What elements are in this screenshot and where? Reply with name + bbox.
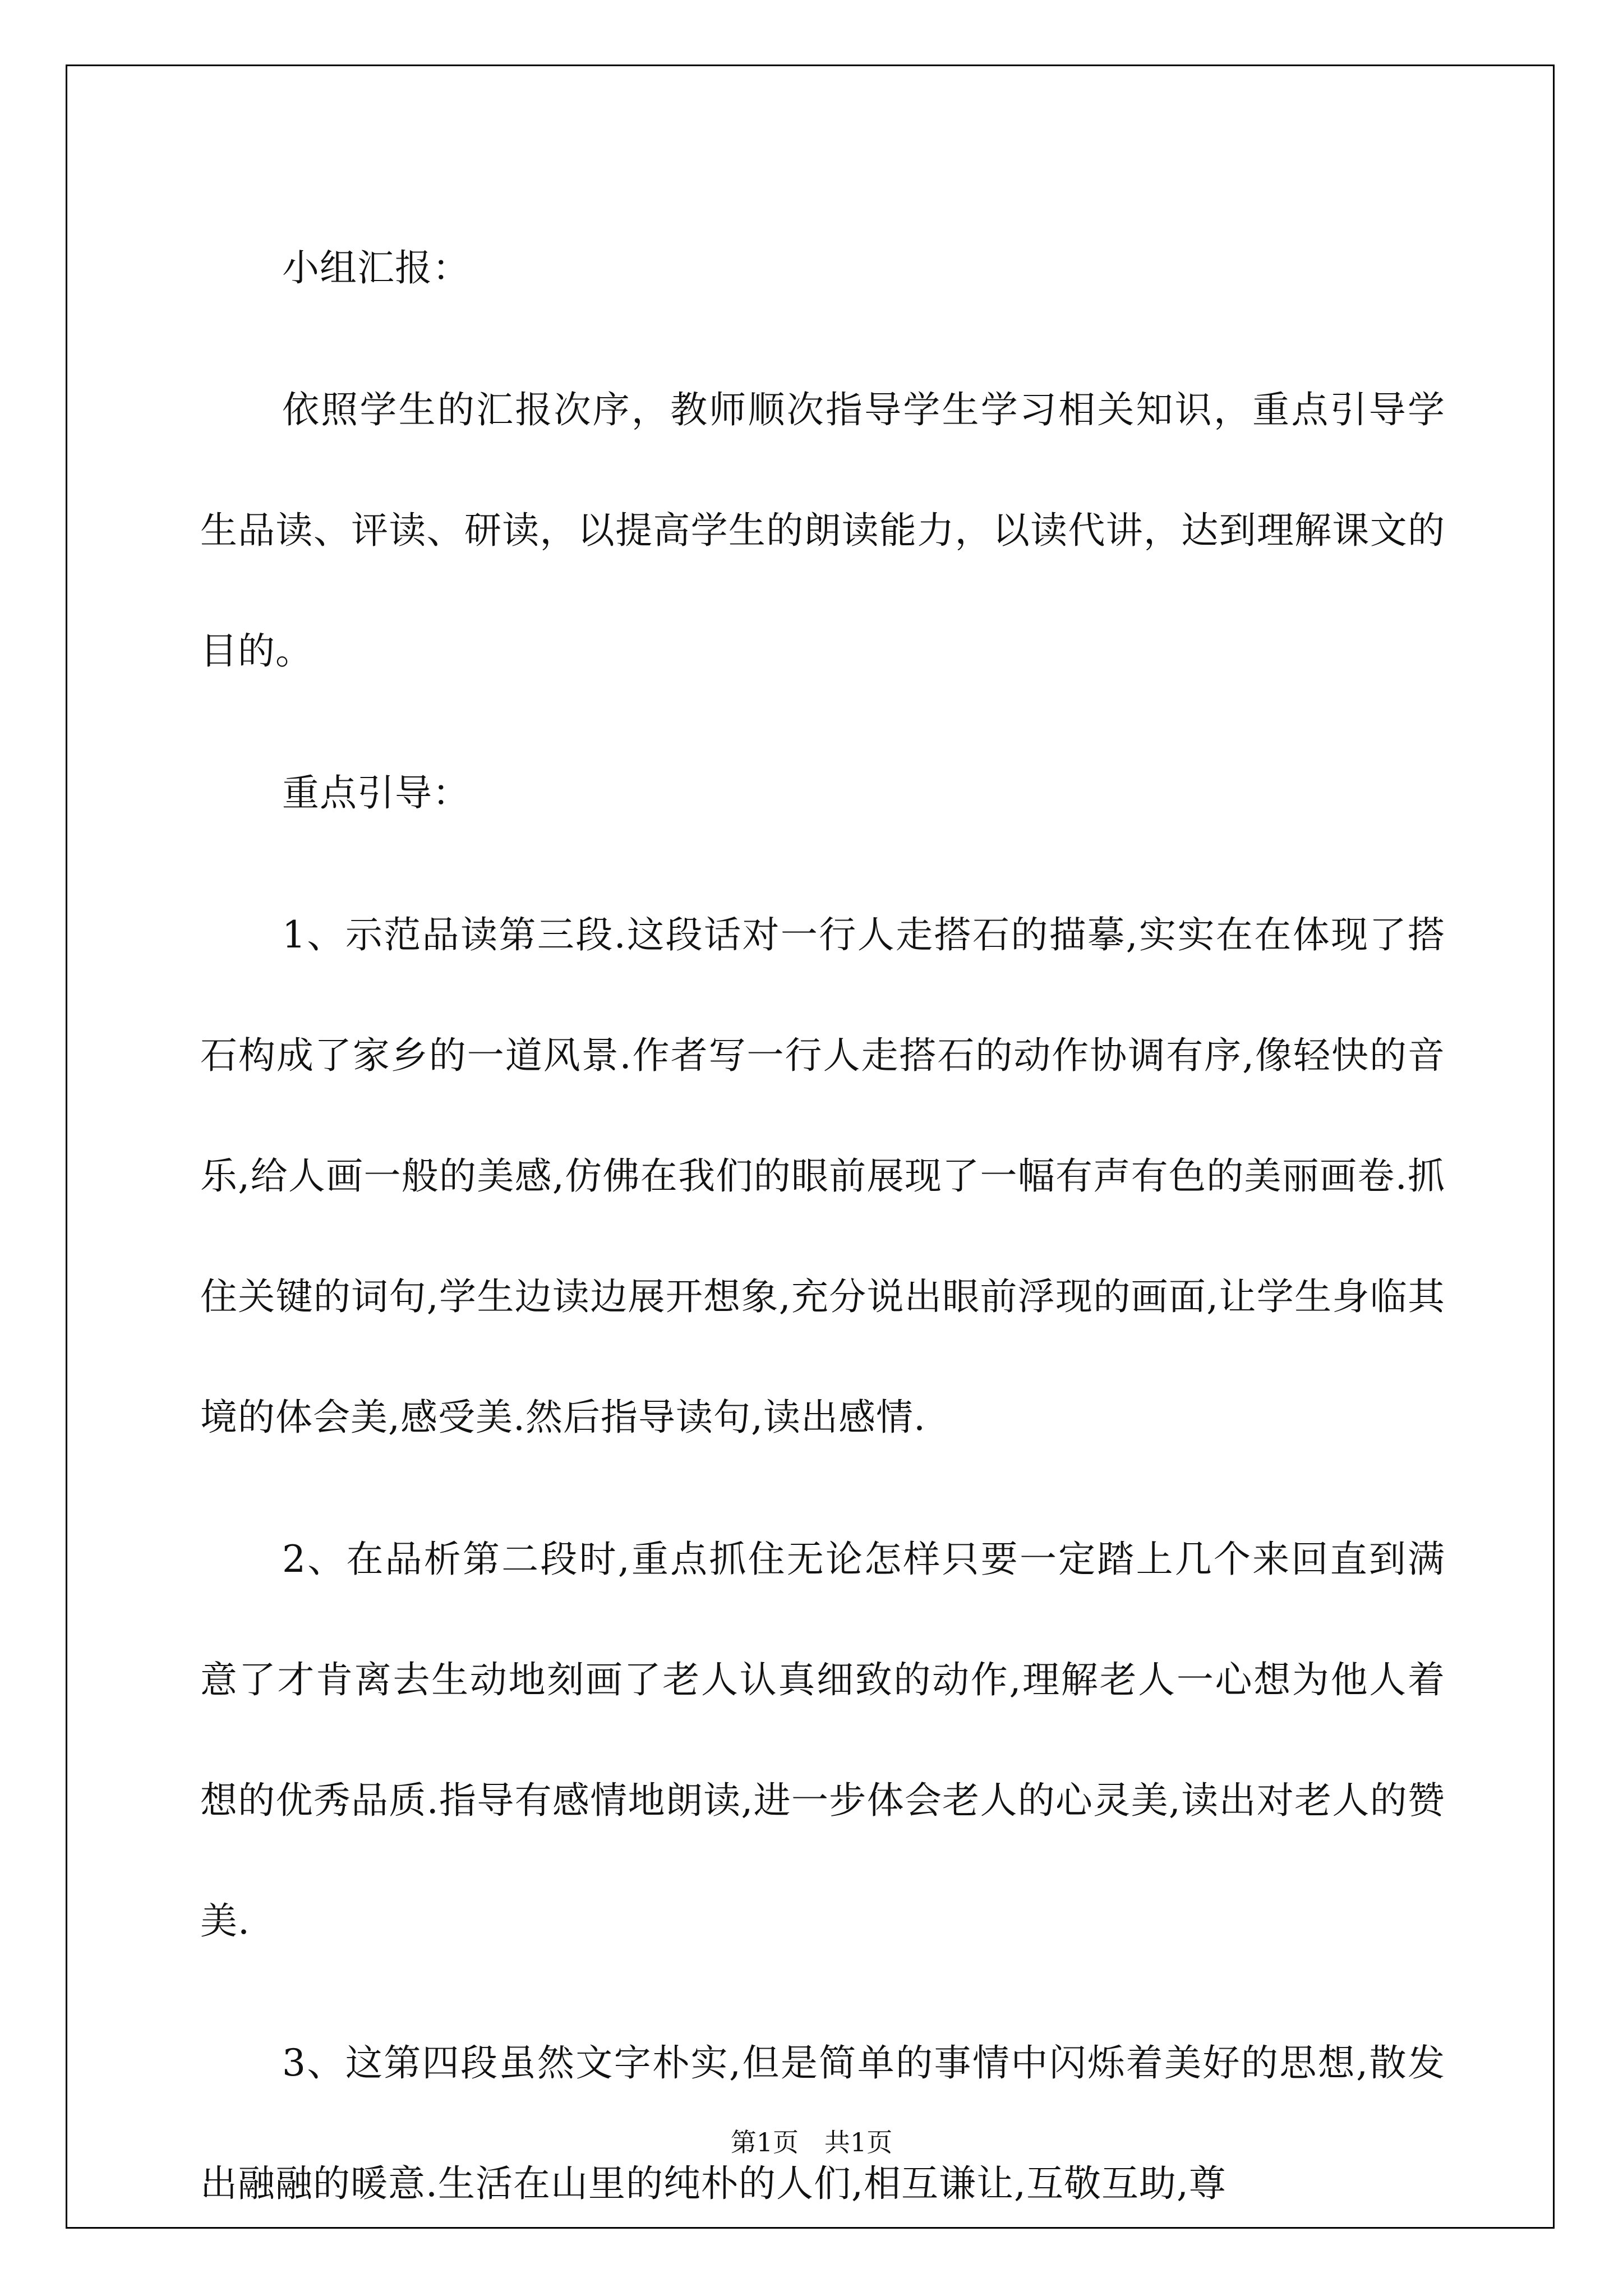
paragraph-point-1: 1、示范品读第三段.这段话对一行人走搭石的描摹,实实在在体现了搭石构成了家乡的一道风景.作者写一行人走搭石的动作协调有序,像轻快的音乐,给人画一般的美感,仿佛在我们的眼前展现了一幅有声有色的美丽画卷.抓住关键的词句,学生边读边展开想象,充分说出眼前浮现的画面,让学生身临其境的体会美,感受美.然后指导读句,读出感情. xyxy=(200,913,1445,1439)
paragraph-intro: 依照学生的汇报次序，教师顺次指导学生学习相关知识，重点引导学生品读、评读、研读，以提高学生的朗读能力，以读代讲，达到理解课文的目的。 xyxy=(200,388,1445,673)
page-footer: 第1页 共1页 xyxy=(730,2127,893,2157)
paragraph-point-2: 2、在品析第二段时,重点抓住无论怎样只要一定踏上几个来回直到满意了才肯离去生动地刻画了老人认真细致的动作,理解老人一心想为他人着想的优秀品质.指导有感情地朗读,进一步体会老人的心灵美,读出对老人的赞美. xyxy=(200,1538,1445,1943)
document-body xyxy=(200,208,1445,2265)
paragraph-point-3: 3、这第四段虽然文字朴实,但是简单的事情中闪烁着美好的思想,散发出融融的暖意.生活在山里的纯朴的人们,相互谦让,互敬互助,尊 xyxy=(200,2041,1445,2205)
paragraph-heading-report: 小组汇报： xyxy=(282,246,470,289)
paragraph-heading-guidance: 重点引导： xyxy=(282,771,470,815)
